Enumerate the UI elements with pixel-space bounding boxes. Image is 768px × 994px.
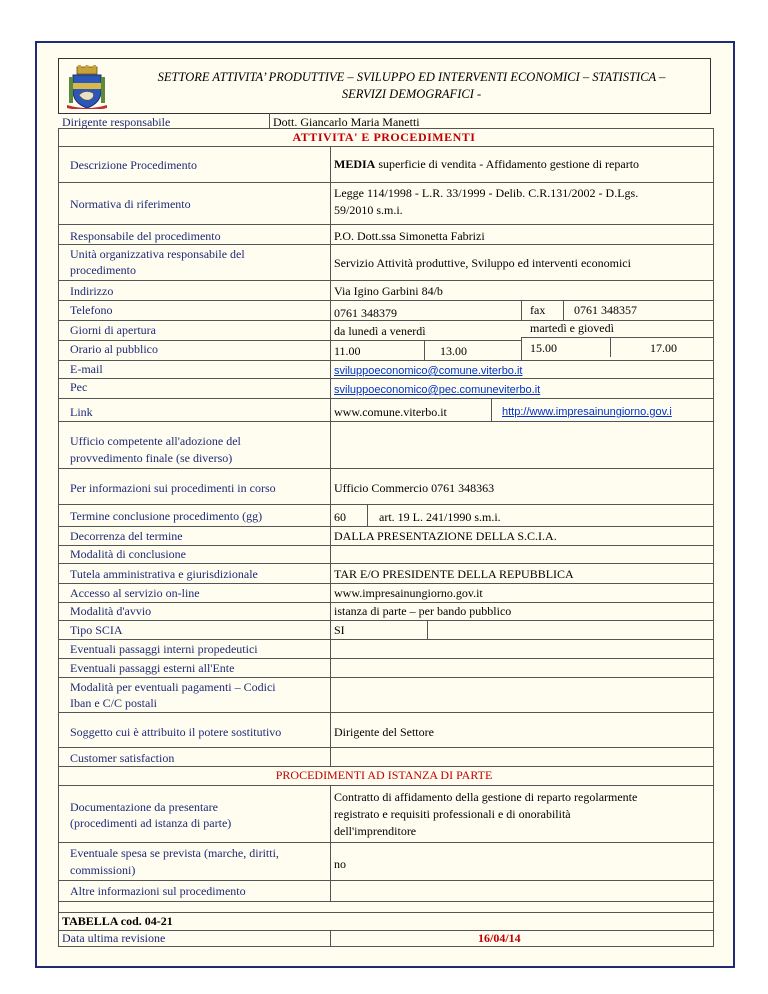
telefono-label: Telefono — [70, 303, 113, 317]
unita-label-line1: Unità organizzativa responsabile del — [70, 247, 245, 261]
pec-link[interactable]: sviluppoeconomico@pec.comuneviterbo.it — [334, 384, 541, 396]
orario-label: Orario al pubblico — [70, 342, 158, 356]
termine-value1: 60 — [334, 510, 346, 524]
esterni-label: Eventuali passaggi esterni all'Ente — [70, 661, 235, 675]
normativa-label: Normativa di riferimento — [70, 197, 191, 211]
descrizione-value: MEDIA superficie di vendita - Affidamento gestione di reparto — [334, 157, 640, 171]
avvio-value: istanza di parte – per bando pubblico — [334, 604, 512, 618]
spesa-value: no — [334, 857, 346, 871]
informazioni-label: Per informazioni sui procedimenti in corso — [70, 481, 276, 495]
fax-value: 0761 348357 — [574, 303, 637, 317]
sostitutivo-label: Soggetto cui è attribuito il potere sostitutivo — [70, 725, 282, 739]
documentazione-label-line1: Documentazione da presentare — [70, 800, 218, 814]
sector-title-line2: SERVIZI DEMOGRAFICI - — [341, 87, 482, 101]
section-title-istanza: PROCEDIMENTI AD ISTANZA DI PARTE — [275, 768, 493, 782]
giorni-value2: martedì e giovedì — [530, 321, 614, 335]
avvio-label: Modalità d'avvio — [70, 604, 152, 618]
telefono-value: 0761 348379 — [334, 306, 397, 320]
interni-label: Eventuali passaggi interni propedeutici — [70, 642, 258, 656]
section-title-attivita: ATTIVITA' E PROCEDIMENTI — [292, 130, 476, 144]
termine-label: Termine conclusione procedimento (gg) — [70, 509, 263, 523]
dirigente-label: Dirigente responsabile — [62, 115, 171, 129]
header-box — [58, 58, 711, 114]
orario-v1: 11.00 — [334, 344, 361, 358]
revisione-value: 16/04/14 — [478, 931, 521, 945]
link-value1[interactable]: www.comune.viterbo.it — [334, 405, 447, 419]
tutela-label: Tutela amministrativa e giurisdizionale — [70, 567, 258, 581]
sector-title — [119, 69, 704, 103]
orario-v2: 13.00 — [440, 344, 467, 358]
orario-v3: 15.00 — [530, 341, 557, 355]
unita-label-line2: procedimento — [70, 263, 136, 277]
ufficio-label-line1: Ufficio competente all'adozione del — [70, 434, 241, 448]
link-value2[interactable]: http://www.impresainungiorno.gov.i — [502, 406, 672, 418]
scia-value: SI — [334, 623, 345, 637]
accesso-label: Accesso al servizio on-line — [70, 586, 200, 600]
tabella-code: TABELLA cod. 04-21 — [62, 914, 173, 928]
city-crest-icon — [63, 65, 111, 109]
fax-label: fax — [530, 303, 546, 317]
decorrenza-label: Decorrenza del termine — [70, 529, 183, 543]
pagamenti-label-line1: Modalità per eventuali pagamenti – Codici — [70, 680, 276, 694]
informazioni-value: Ufficio Commercio 0761 348363 — [334, 481, 495, 495]
sostitutivo-value: Dirigente del Settore — [334, 725, 434, 739]
decorrenza-value: DALLA PRESENTAZIONE DELLA S.C.I.A. — [334, 529, 557, 543]
customer-label: Customer satisfaction — [70, 751, 175, 765]
email-link[interactable]: sviluppoeconomico@comune.viterbo.it — [334, 365, 523, 377]
giorni-label: Giorni di apertura — [70, 323, 156, 337]
orario-v4: 17.00 — [650, 341, 677, 355]
normativa-value-line1: Legge 114/1998 - L.R. 33/1999 - Delib. C.R.131/2002 - D.Lgs. — [334, 186, 639, 200]
ufficio-label-line2: provvedimento finale (se diverso) — [70, 451, 233, 465]
tutela-value: TAR E/O PRESIDENTE DELLA REPUBBLICA — [334, 567, 574, 581]
descrizione-label: Descrizione Procedimento — [70, 158, 197, 172]
documentazione-value-line3: dell'imprenditore — [334, 824, 417, 838]
dirigente-value: Dott. Giancarlo Maria Manetti — [273, 115, 420, 129]
responsabile-value: P.O. Dott.ssa Simonetta Fabrizi — [334, 229, 485, 243]
revisione-label: Data ultima revisione — [62, 931, 166, 945]
spesa-label-line1: Eventuale spesa se prevista (marche, diritti, — [70, 846, 279, 860]
pagamenti-label-line2: Iban e C/C postali — [70, 696, 157, 710]
documentazione-value-line2: registrato e requisiti professionali e di onorabilità — [334, 807, 571, 821]
modalita-conclusione-label: Modalità di conclusione — [70, 547, 186, 561]
indirizzo-label: Indirizzo — [70, 284, 114, 298]
sector-title-line1: SETTORE ATTIVITA’ PRODUTTIVE – SVILUPPO ED INTERVENTI ECONOMICI – STATISTICA – — [157, 70, 666, 84]
scia-label: Tipo SCIA — [70, 623, 123, 637]
documentazione-value-line1: Contratto di affidamento della gestione di reparto regolarmente — [334, 790, 638, 804]
altre-label: Altre informazioni sul procedimento — [70, 884, 246, 898]
documentazione-label-line2: (procedimenti ad istanza di parte) — [70, 816, 232, 830]
email-label: E-mail — [70, 362, 103, 376]
termine-value2: art. 19 L. 241/1990 s.m.i. — [379, 510, 501, 524]
accesso-value[interactable]: www.impresainungiorno.gov.it — [334, 586, 483, 600]
responsabile-label: Responsabile del procedimento — [70, 229, 221, 243]
normativa-value-line2: 59/2010 s.m.i. — [334, 203, 403, 217]
unita-value: Servizio Attività produttive, Sviluppo ed interventi economici — [334, 256, 631, 270]
giorni-value1: da lunedì a venerdì — [334, 324, 426, 338]
indirizzo-value: Via Igino Garbini 84/b — [334, 284, 443, 298]
spesa-label-line2: commissioni) — [70, 863, 136, 877]
link-label: Link — [70, 405, 93, 419]
pec-label: Pec — [70, 380, 88, 394]
